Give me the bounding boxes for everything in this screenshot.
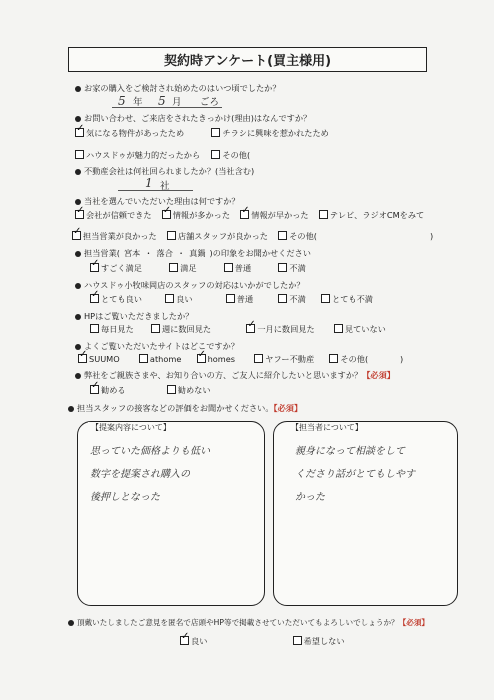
q4-other-close: ) <box>430 231 434 241</box>
q6-opt5-checkbox[interactable] <box>321 294 330 303</box>
q11-options: ✓良い 希望しない <box>180 636 345 647</box>
q5-opt3-checkbox[interactable] <box>224 263 233 272</box>
staff-box-label: 【担当者について】 <box>288 422 366 433</box>
q4-opt5-checkbox[interactable] <box>72 231 81 240</box>
proposal-comment-line2: 数字を提案され購入の <box>90 469 190 480</box>
q11-opt2-checkbox[interactable] <box>293 636 302 645</box>
q5-options: ✓すごく満足 満足 普通 不満 <box>90 263 306 274</box>
q8-opt4-checkbox[interactable] <box>254 354 263 363</box>
q8-opt3-checkbox[interactable] <box>197 354 206 363</box>
q7-opt2-checkbox[interactable] <box>151 324 160 333</box>
staff-comment-line1: 親身になって相談をして <box>295 446 405 457</box>
q3-unit: 社 <box>160 181 170 192</box>
q5-opt2-checkbox[interactable] <box>169 263 178 272</box>
q4-option-row1: ✓会社が信頼できた ✓ 情報が多かった ✓ 情報が早かった テレビ、ラジオCMをみて <box>75 210 424 221</box>
q6-opt2-checkbox[interactable] <box>165 294 174 303</box>
q4-opt7-checkbox[interactable] <box>278 231 287 240</box>
q9-options: ✓勧める 勧めない <box>90 385 211 396</box>
q3-value[interactable]: 1 <box>145 176 153 190</box>
q2-opt4-checkbox[interactable] <box>211 150 220 159</box>
q7-opt3-checkbox[interactable] <box>246 324 255 333</box>
q4-opt2-checkbox[interactable] <box>162 210 171 219</box>
q4-opt1-checkbox[interactable] <box>75 210 84 219</box>
proposal-comment-line3: 後押しとなった <box>90 492 160 503</box>
q4-opt3-checkbox[interactable] <box>240 210 249 219</box>
q1-around-label: ごろ <box>200 97 220 108</box>
q2-opt2-checkbox[interactable] <box>211 128 220 137</box>
q6-options: ✓とても良い 良い 普通 不満 とても不満 <box>90 294 373 305</box>
q9-opt1-checkbox[interactable] <box>90 385 99 394</box>
q6-opt1-checkbox[interactable] <box>90 294 99 303</box>
q8-options: ✓SUUMO athome ✓ homes ヤフー不動産 その他( <box>78 354 368 365</box>
q5-opt1-checkbox[interactable] <box>90 263 99 272</box>
proposal-box-label: 【提案内容について】 <box>88 422 174 433</box>
q7-opt4-checkbox[interactable] <box>334 324 343 333</box>
q5-opt4-checkbox[interactable] <box>278 263 287 272</box>
staff-comment-line2: くださり話がとてもしやす <box>295 469 415 480</box>
q2-opt3-checkbox[interactable] <box>75 150 84 159</box>
survey-title: 契約時アンケート(買主様用) <box>68 47 427 72</box>
q4-question: 当社を選んでいただいた理由は何ですか？ <box>75 196 240 207</box>
q6-opt4-checkbox[interactable] <box>278 294 287 303</box>
q7-opt1-checkbox[interactable] <box>90 324 99 333</box>
q1-month-label: 月 <box>172 97 182 108</box>
q2-question: お問い合わせ、ご来店をされたきっかけ(理由)はなんですか？ <box>75 113 311 124</box>
q2-option-row2: ハウスドゥが魅力的だったから その他( <box>75 150 250 161</box>
q6-question: ハウスドゥ小牧味岡店のスタッフの対応はいかがでしたか？ <box>75 280 305 291</box>
q8-other-close: ) <box>400 354 404 364</box>
q4-option-row2: ✓担当営業が良かった 店舗スタッフが良かった その他( <box>72 231 317 242</box>
staff-comment-line3: かった <box>295 492 325 503</box>
q4-opt6-checkbox[interactable] <box>167 231 176 240</box>
q8-opt2-checkbox[interactable] <box>139 354 148 363</box>
q8-opt1-checkbox[interactable] <box>78 354 87 363</box>
q9-opt2-checkbox[interactable] <box>167 385 176 394</box>
q11-opt1-checkbox[interactable] <box>180 636 189 645</box>
q1-year-value[interactable]: 5 <box>118 94 126 108</box>
q11-question: 頂戴いたしましたご意見を匿名で店頭やHP等で掲載させていただいてもよろしいでしょうか？【必須】 <box>68 617 429 628</box>
q7-options: 毎日見た 週に数回見た ✓ 一月に数回見た 見ていない <box>90 324 386 335</box>
q5-question: 担当営業( 宮本 ・ 落合 ・ 真鍋 )の印象をお聞かせください <box>75 248 311 259</box>
q4-opt4-checkbox[interactable] <box>319 210 328 219</box>
q2-option-row1: ✓気になる物件があったため チラシに興味を惹かれたため <box>75 128 329 139</box>
q10-question: 担当スタッフの接客などの評価をお聞かせください。【必須】 <box>68 403 302 414</box>
q1-question: お家の購入をご検討され始めたのはいつ頃でしたか？ <box>75 83 281 94</box>
q2-opt1-checkbox[interactable] <box>75 128 84 137</box>
q9-question: 弊社をご親族さまや、お知り合いの方、ご友人に紹介したいと思いますか？【必須】 <box>75 370 395 381</box>
q3-question: 不動産会社は何社回られましたか？(当社含む) <box>75 166 254 177</box>
q1-month-value[interactable]: 5 <box>158 94 166 108</box>
q8-question: よくご覧いただいたサイトはどこですか？ <box>75 341 239 352</box>
proposal-comment-line1: 思っていた価格よりも低い <box>90 446 210 457</box>
q1-year-label: 年 <box>133 97 143 108</box>
q6-opt3-checkbox[interactable] <box>226 294 235 303</box>
q8-opt5-checkbox[interactable] <box>329 354 338 363</box>
q3-underline <box>118 190 193 191</box>
q7-question: HPはご覧いただきましたか？ <box>75 311 193 322</box>
